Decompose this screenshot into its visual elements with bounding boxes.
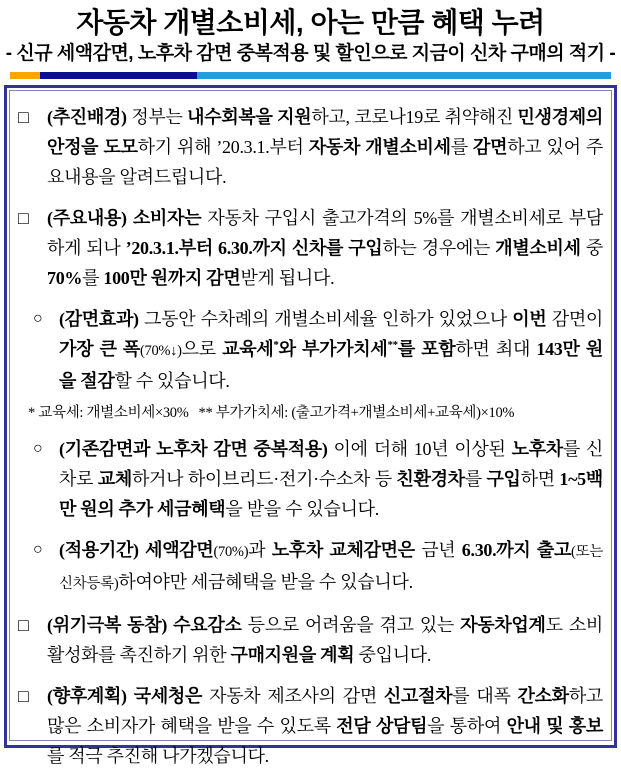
text-run: 중 — [580, 238, 603, 258]
text-run: (향후계획) 국세청은 — [47, 686, 210, 706]
text-run: 를 적극 추진해 나가겠습니다. — [47, 746, 269, 766]
text-run: 구입 — [486, 469, 521, 489]
paragraph — [18, 304, 603, 396]
footnote — [18, 403, 603, 423]
text-run: (또는 신차등록) — [59, 544, 603, 592]
paragraph — [18, 434, 603, 524]
text-run: 도 소비활성화를 촉진하기 위한 — [47, 615, 604, 665]
divider-segment-navy — [40, 72, 197, 79]
text-run: 를 — [82, 268, 104, 288]
text-run: 그동안 수차례의 개별소비세율 인하가 있었으나 — [144, 309, 513, 329]
text-run: (주요내용) 소비자는 — [47, 208, 208, 228]
text-run: 감면 — [473, 137, 508, 157]
paragraph — [18, 610, 603, 670]
paragraph — [18, 102, 603, 192]
text-run: 를 신차로 — [59, 439, 603, 489]
text-run: 민생경제의 안정을 도모 — [47, 107, 603, 157]
text-run: 교체 — [97, 469, 132, 489]
text-run: 간소화 — [517, 686, 569, 706]
paragraph-text — [59, 434, 603, 524]
text-run: 자동차 제조사의 감면 — [209, 686, 384, 706]
text-run: 을 받을 수 있습니다. — [225, 499, 379, 519]
text-run: 하거나 하이브리드·전기·수소차 등 — [131, 469, 397, 489]
text-run: 구매지원을 계획 — [230, 645, 355, 665]
text-run: 하여야만 세금혜택을 받을 수 있습니다. — [118, 572, 413, 592]
text-run: 70% — [47, 268, 83, 288]
square-bullet-icon: □ — [18, 615, 29, 635]
circle-bullet-icon: ○ — [33, 541, 43, 558]
text-run: 를 — [464, 469, 487, 489]
text-run: 으로 — [181, 339, 223, 359]
text-run: 노후차 교체감면은 — [271, 540, 415, 560]
text-run: ** — [387, 339, 398, 351]
text-run: 하고 많은 소비자가 혜택을 받을 수 있도록 — [47, 686, 603, 736]
text-run: * — [273, 339, 279, 351]
text-run: (추진배경) — [47, 107, 132, 127]
text-run: 하면 — [520, 469, 560, 489]
text-run: (기존감면과 노후차 감면 중복적용) — [59, 439, 334, 459]
text-run: 개별소비세 — [495, 238, 581, 258]
text-run: 를 포함 — [397, 339, 456, 359]
text-run: 받게 됩니다. — [240, 268, 335, 288]
text-run: 전담 상담팀 — [336, 716, 428, 736]
page-subtitle: - 신규 세액감면, 노후차 감면 중복적용 및 할인으로 지금이 신차 구매의 적기 - — [5, 43, 616, 64]
divider-segment-orange — [10, 72, 40, 79]
text-run: 하기 위해 ’20.3.1.부터 — [137, 137, 309, 157]
text-run: 를 — [450, 137, 473, 157]
text-run: (70%) — [213, 544, 249, 560]
text-run: (70%↓) — [139, 343, 182, 359]
paragraph — [18, 535, 603, 599]
text-run: (적용기간) 세액감면 — [59, 540, 214, 560]
page-title: 자동차 개별소비세, 아는 만큼 혜택 누려 — [76, 7, 545, 38]
text-run: 중입니다. — [354, 645, 432, 665]
text-run: 금년 — [414, 540, 462, 560]
document-body — [18, 102, 603, 771]
text-run: 노후차 — [511, 439, 563, 459]
text-run: (감면효과) — [59, 309, 145, 329]
text-run: 감면이 — [546, 309, 603, 329]
text-run: 안내 및 홍보 — [506, 716, 603, 736]
paragraph-text — [47, 610, 603, 670]
text-run: 와 부가가치세 — [278, 339, 388, 359]
content-box — [4, 85, 617, 766]
circle-bullet-icon: ○ — [33, 440, 43, 457]
tax-notice-flyer — [0, 6, 621, 773]
text-run: 이번 — [512, 309, 547, 329]
text-run: 하면 최대 — [455, 339, 537, 359]
divider-bar — [10, 72, 611, 79]
text-run: 100만 원까지 감면 — [103, 268, 241, 288]
text-run: 등으로 어려움을 겪고 있는 — [241, 615, 461, 635]
text-run: ’20.3.1.부터 6.30.까지 신차를 구입 — [125, 238, 383, 258]
text-run: 하는 경우에는 — [382, 238, 496, 258]
paragraph-text — [47, 203, 603, 293]
text-run: 친환경차 — [396, 469, 465, 489]
paragraph-text — [59, 535, 603, 599]
text-run: 6.30.까지 출고 — [461, 540, 572, 560]
text-run: 를 대폭 — [452, 686, 518, 706]
text-run: * 교육세: 개별소비세×30% ** 부가가치세: (출고가격+개별소비세+교육세)×10% — [28, 405, 515, 421]
paragraph-text — [28, 403, 603, 423]
paragraph-text — [47, 681, 603, 771]
text-run: 1~5백만 원의 추가 세금혜택 — [59, 469, 603, 519]
text-run: 가장 큰 폭 — [59, 339, 140, 359]
text-run: 할 수 있습니다. — [114, 371, 230, 391]
text-run: 교육세 — [222, 339, 274, 359]
divider-segment-blue — [197, 72, 611, 79]
text-run: 143만 원을 절감 — [59, 339, 603, 391]
text-run: 을 통하여 — [427, 716, 507, 736]
paragraph-text — [59, 304, 603, 396]
text-run: 정부는 — [131, 107, 188, 127]
text-run: 자동차업계 — [460, 615, 546, 635]
text-run: 내수회복을 지원 — [187, 107, 312, 127]
text-run: 자동차 구입시 출고가격의 5%를 개별소비세로 부담하게 되나 — [47, 208, 603, 258]
square-bullet-icon: □ — [18, 686, 29, 706]
paragraph — [18, 203, 603, 293]
text-run: 하고, 코로나19로 취약해진 — [311, 107, 518, 127]
paragraph — [18, 681, 603, 771]
text-run: 하고 있어 주요내용을 알려드립니다. — [47, 137, 603, 187]
text-run: 자동차 개별소비세 — [308, 137, 451, 157]
paragraph-text — [47, 102, 603, 192]
square-bullet-icon: □ — [18, 107, 29, 127]
text-run: 신고절차 — [383, 686, 453, 706]
circle-bullet-icon: ○ — [33, 310, 43, 327]
text-run: 과 — [248, 540, 272, 560]
square-bullet-icon: □ — [18, 208, 29, 228]
text-run: (위기극복 동참) 수요감소 — [47, 615, 242, 635]
content-box-inner — [9, 90, 612, 766]
text-run: 이에 더해 10년 이상된 — [333, 439, 512, 459]
